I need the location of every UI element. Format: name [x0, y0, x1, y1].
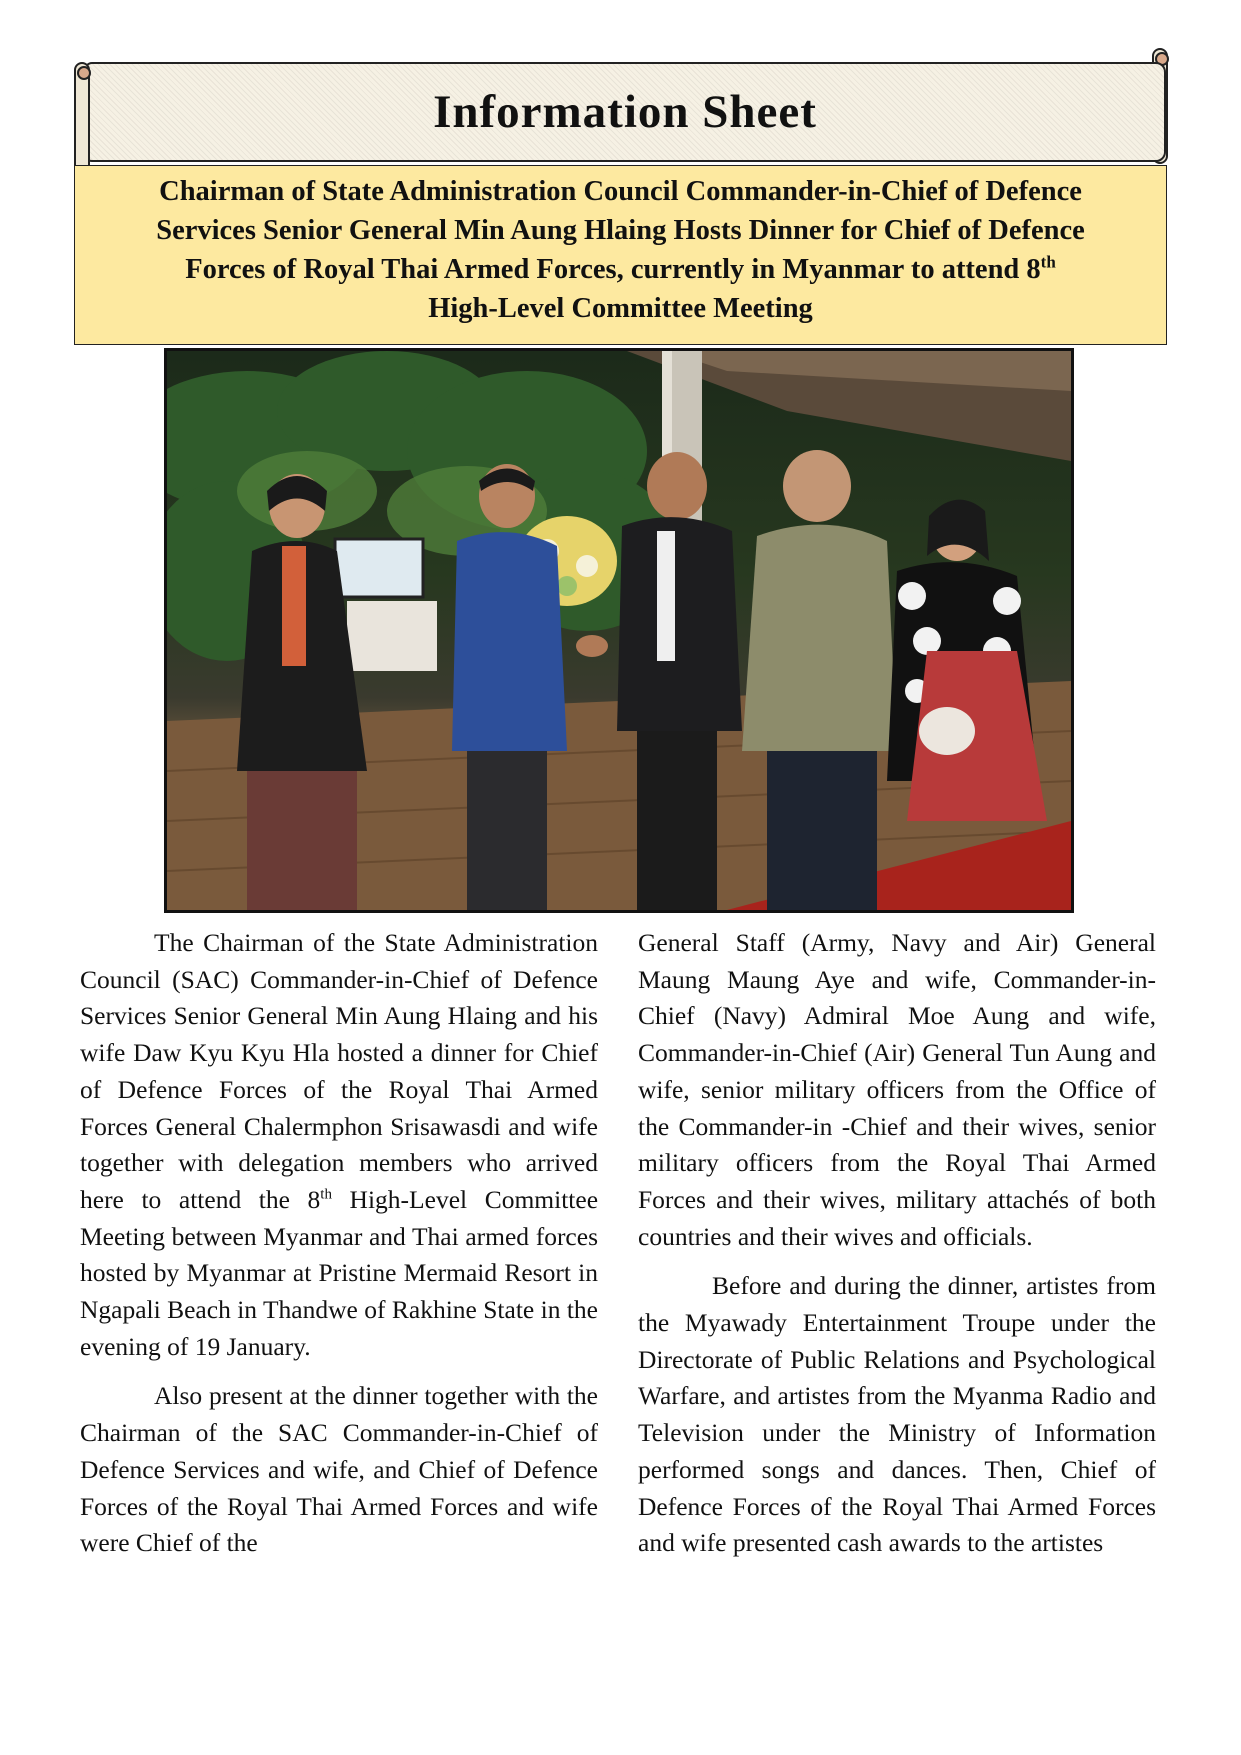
paragraph-2-text-cont: General Staff (Army, Navy and Air) General Maung Maung Aye and wife, Commander-in-Chief (Navy) Admiral Moe Aung and wife, Commander-in-Chief (Air) General Tun Aung and wife, senior military officers from the Office of the Commander-in -Chief and their wives, senior military officers from the Royal Thai Armed Forces and their wives, military attachés of both countries and their wives and officials.: [638, 928, 1156, 1251]
article-paragraph: [80, 1378, 598, 1562]
article-paragraph: [638, 925, 1156, 1255]
article-paragraph: [638, 1268, 1156, 1562]
paragraph-1-text-cont: High-Level Committee Meeting between Myanmar and Thai armed forces hosted by Myanmar at Pristine Mermaid Resort in Ngapali Beach in Thandwe of Rakhine State in the evening of 19 January.: [80, 1184, 599, 1361]
news-photo: [164, 348, 1074, 913]
headline-line-2: Services Senior General Min Aung Hlaing Hosts Dinner for Chief of Defence: [156, 215, 1085, 246]
headline-ordinal-suffix: th: [1040, 252, 1056, 272]
article-column-right: [638, 925, 1156, 1575]
headline-box: [74, 165, 1167, 345]
headline-line-4: High-Level Committee Meeting: [428, 293, 813, 324]
paragraph-1-text: The Chairman of the State Administration Council (SAC) Commander-in-Chief of Defence Services Senior General Min Aung Hlaing and his wife Daw Kyu Kyu Hla hosted a dinner for Chief of Defence Forces of the Royal Thai Armed Forces General Chalermphon Srisawasdi and wife together with delegation members who arrived here to attend the 8: [80, 928, 598, 1214]
article-paragraph: [80, 925, 598, 1365]
headline-line-1: Chairman of State Administration Council Commander-in-Chief of Defence: [159, 176, 1082, 207]
scroll-curl-icon: [77, 66, 91, 80]
headline: [75, 166, 1166, 328]
page-title: Information Sheet: [433, 86, 817, 138]
photo-scene: [167, 351, 1071, 910]
paragraph-3-text: Before and during the dinner, artistes from the Myawady Entertainment Troupe under the Directorate of Public Relations and Psychological Warfare, and artistes from the Myanma Radio and Television under the Ministry of Information performed songs and dances. Then, Chief of Defence Forces of the Royal Thai Armed Forces and wife presented cash awards to the artistes: [638, 1271, 1156, 1558]
paragraph-2-text: Also present at the dinner together with the Chairman of the SAC Commander-in-Chief of Defence Services and wife, and Chief of Defence Forces of the Royal Thai Armed Forces and wife were Chief of the: [80, 1381, 598, 1558]
ordinal-suffix: th: [320, 1186, 332, 1203]
article-column-left: [80, 925, 598, 1575]
headline-line-3: Forces of Royal Thai Armed Forces, currently in Myanmar to attend 8: [185, 254, 1041, 285]
